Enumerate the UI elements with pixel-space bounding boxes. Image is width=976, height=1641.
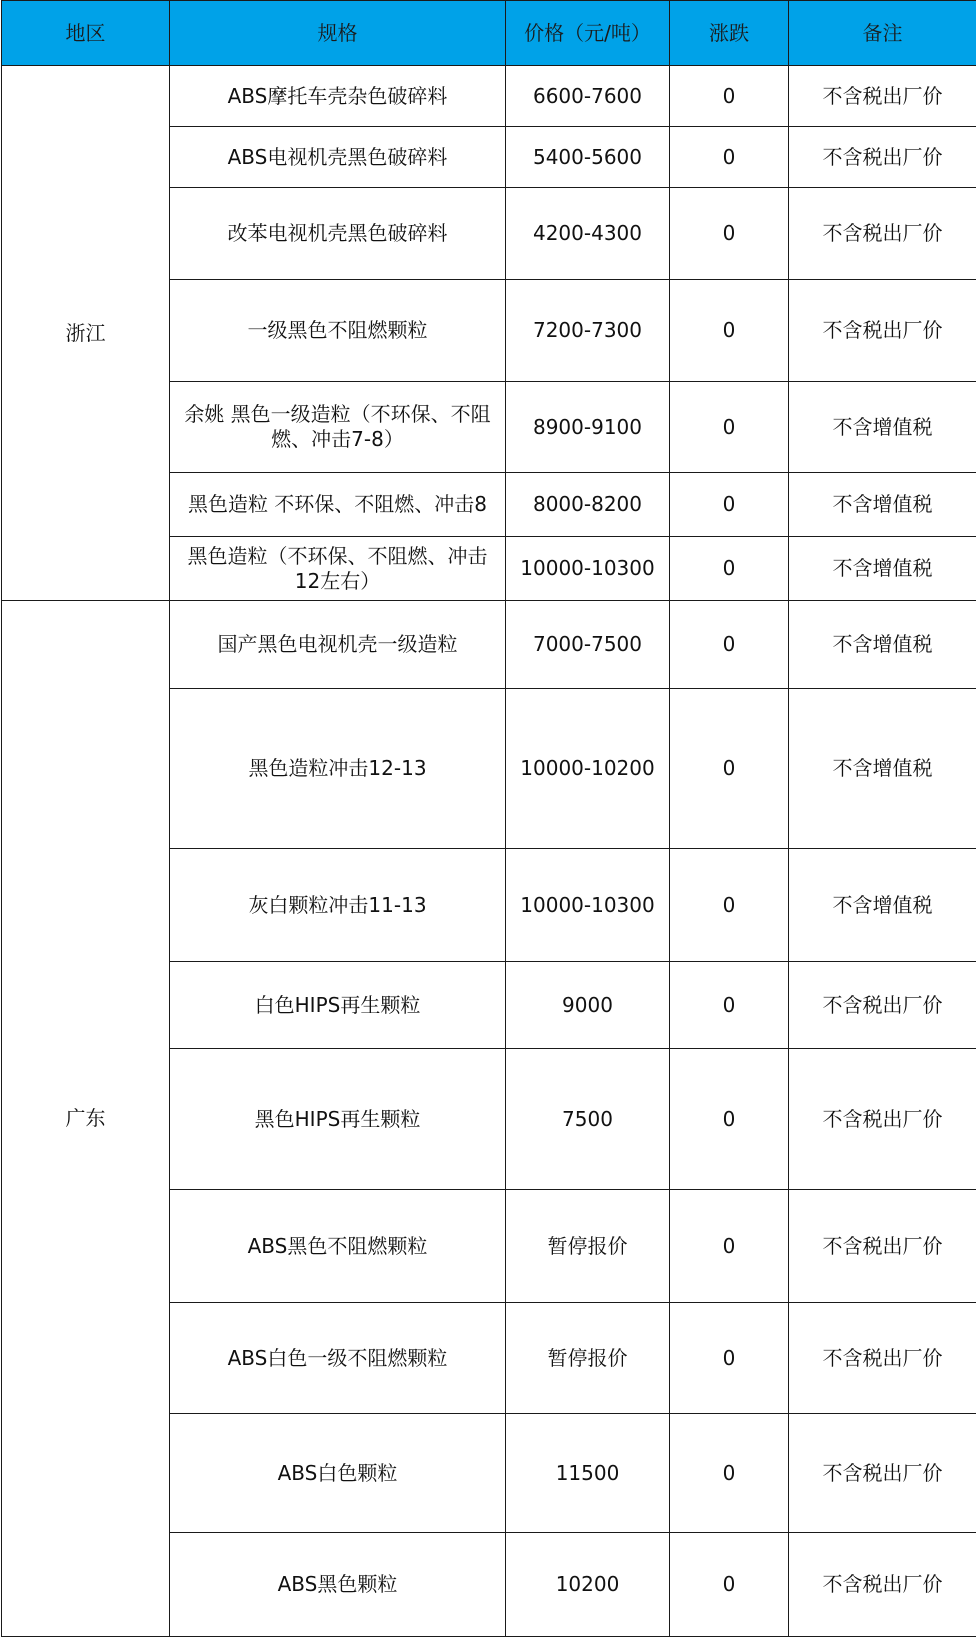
table-row — [2, 601, 976, 689]
price-cell: 10200 — [506, 1533, 670, 1637]
note-cell: 不含税出厂价 — [789, 1533, 976, 1637]
header-change: 涨跌 — [670, 1, 789, 66]
price-cell: 7000-7500 — [506, 601, 670, 689]
region-cell: 广东 — [2, 601, 170, 1637]
price-cell: 8900-9100 — [506, 382, 670, 473]
header-note: 备注 — [789, 1, 976, 66]
change-cell: 0 — [670, 66, 789, 127]
change-cell: 0 — [670, 601, 789, 689]
price-cell: 7200-7300 — [506, 280, 670, 382]
note-cell: 不含税出厂价 — [789, 1190, 976, 1303]
spec-cell: ABS白色颗粒 — [170, 1414, 506, 1533]
note-cell: 不含增值税 — [789, 849, 976, 962]
note-cell: 不含税出厂价 — [789, 66, 976, 127]
note-cell: 不含税出厂价 — [789, 127, 976, 188]
change-cell: 0 — [670, 1414, 789, 1533]
note-cell: 不含税出厂价 — [789, 1049, 976, 1190]
spec-cell: 一级黑色不阻燃颗粒 — [170, 280, 506, 382]
change-cell: 0 — [670, 382, 789, 473]
spec-cell: 改苯电视机壳黑色破碎料 — [170, 188, 506, 280]
spec-cell: ABS黑色不阻燃颗粒 — [170, 1190, 506, 1303]
spec-cell: 白色HIPS再生颗粒 — [170, 962, 506, 1049]
change-cell: 0 — [670, 849, 789, 962]
spec-cell: ABS黑色颗粒 — [170, 1533, 506, 1637]
price-table — [1, 0, 976, 1637]
price-cell: 4200-4300 — [506, 188, 670, 280]
spec-cell: ABS白色一级不阻燃颗粒 — [170, 1303, 506, 1414]
change-cell: 0 — [670, 1190, 789, 1303]
note-cell: 不含税出厂价 — [789, 280, 976, 382]
header-spec: 规格 — [170, 1, 506, 66]
note-cell: 不含税出厂价 — [789, 1303, 976, 1414]
note-cell: 不含增值税 — [789, 382, 976, 473]
change-cell: 0 — [670, 188, 789, 280]
spec-cell: ABS摩托车壳杂色破碎料 — [170, 66, 506, 127]
spec-cell: 余姚 黑色一级造粒（不环保、不阻燃、冲击7-8） — [170, 382, 506, 473]
price-cell: 10000-10300 — [506, 849, 670, 962]
spec-cell: 黑色造粒冲击12-13 — [170, 689, 506, 849]
spec-cell: 国产黑色电视机壳一级造粒 — [170, 601, 506, 689]
price-cell: 暂停报价 — [506, 1303, 670, 1414]
header-region: 地区 — [2, 1, 170, 66]
spec-cell: 黑色造粒 不环保、不阻燃、冲击8 — [170, 473, 506, 537]
note-cell: 不含增值税 — [789, 473, 976, 537]
header-price: 价格（元/吨） — [506, 1, 670, 66]
note-cell: 不含增值税 — [789, 601, 976, 689]
spec-cell: 灰白颗粒冲击11-13 — [170, 849, 506, 962]
change-cell: 0 — [670, 537, 789, 601]
change-cell: 0 — [670, 1049, 789, 1190]
change-cell: 0 — [670, 962, 789, 1049]
price-cell: 11500 — [506, 1414, 670, 1533]
table-row — [2, 66, 976, 127]
note-cell: 不含增值税 — [789, 689, 976, 849]
change-cell: 0 — [670, 280, 789, 382]
spec-cell: 黑色HIPS再生颗粒 — [170, 1049, 506, 1190]
price-cell: 8000-8200 — [506, 473, 670, 537]
note-cell: 不含税出厂价 — [789, 1414, 976, 1533]
price-cell: 10000-10300 — [506, 537, 670, 601]
change-cell: 0 — [670, 473, 789, 537]
note-cell: 不含增值税 — [789, 537, 976, 601]
price-cell: 9000 — [506, 962, 670, 1049]
price-cell: 5400-5600 — [506, 127, 670, 188]
spec-cell: 黑色造粒（不环保、不阻燃、冲击12左右） — [170, 537, 506, 601]
header-row — [2, 1, 976, 66]
price-cell: 6600-7600 — [506, 66, 670, 127]
change-cell: 0 — [670, 1533, 789, 1637]
change-cell: 0 — [670, 1303, 789, 1414]
price-cell: 暂停报价 — [506, 1190, 670, 1303]
note-cell: 不含税出厂价 — [789, 962, 976, 1049]
change-cell: 0 — [670, 689, 789, 849]
price-cell: 10000-10200 — [506, 689, 670, 849]
change-cell: 0 — [670, 127, 789, 188]
note-cell: 不含税出厂价 — [789, 188, 976, 280]
price-cell: 7500 — [506, 1049, 670, 1190]
spec-cell: ABS电视机壳黑色破碎料 — [170, 127, 506, 188]
region-cell: 浙江 — [2, 66, 170, 601]
